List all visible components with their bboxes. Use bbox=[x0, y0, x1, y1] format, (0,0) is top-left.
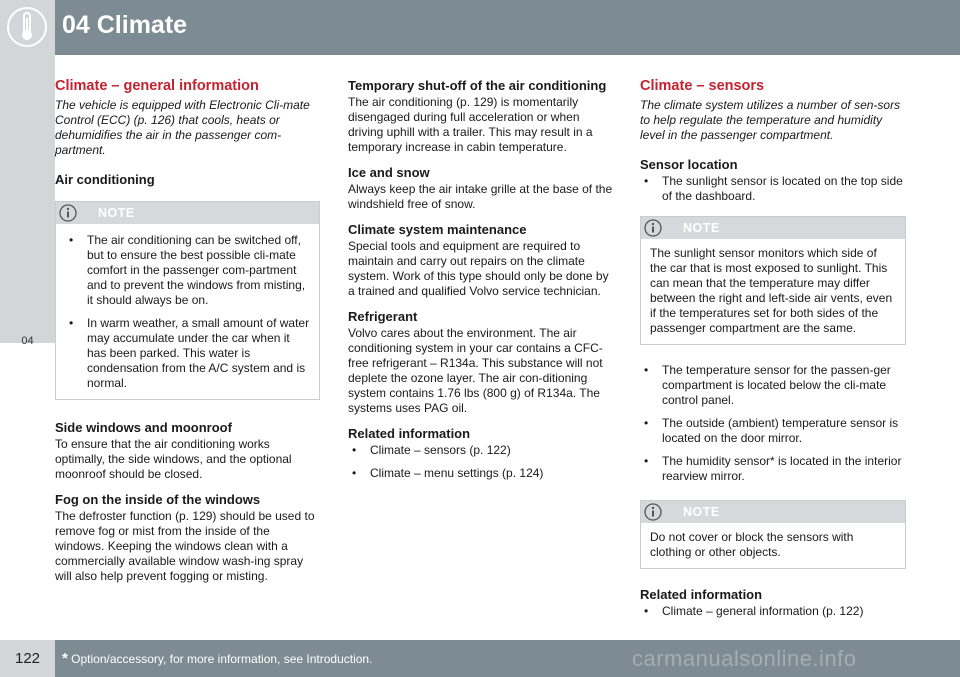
list-item: • The temperature sensor for the passen-ger compartment is located below the cli-mate control panel. bbox=[640, 363, 906, 408]
note-body bbox=[56, 224, 319, 399]
paragraph: The defroster function (p. 129) should be used to remove fog or mist from the inside of the windows. Keeping the windows clean with a commercially available window wash-ing spray will also help prevent fogging or misting. bbox=[55, 509, 315, 583]
note-header bbox=[56, 202, 319, 224]
chapter-tab-label: 04 bbox=[21, 335, 34, 347]
paragraph: Special tools and equipment are required to maintain and carry out repairs on the climate system. Work of this type should only be done by a trained and qualified Volvo service technician. bbox=[348, 239, 609, 298]
sensor-location-list bbox=[640, 174, 906, 204]
column-3 bbox=[640, 78, 906, 627]
footnote-star: * bbox=[62, 650, 68, 667]
section-intro: The climate system utilizes a number of sen-sors to help regulate the temperature and humidity level in the passenger compartment. bbox=[640, 98, 901, 142]
note-body bbox=[641, 523, 905, 568]
page-title: 04 Climate bbox=[62, 11, 188, 39]
footnote-text: Option/accessory, for more information, see Introduction. bbox=[67, 652, 373, 666]
column-2 bbox=[348, 78, 614, 489]
note-list bbox=[65, 231, 310, 391]
paragraph: Always keep the air intake grille at the base of the windshield free of snow. bbox=[348, 182, 613, 211]
section-intro: The vehicle is equipped with Electronic Cli-mate Control (ECC) (p. 126) that cools, heats or dehumidifies the air in the passenger com-partment. bbox=[55, 98, 310, 157]
subheading: Related information bbox=[348, 426, 471, 441]
related-list bbox=[640, 604, 906, 619]
related-link[interactable]: • Climate – general information (p. 122) bbox=[640, 604, 906, 619]
related-link[interactable]: • Climate – sensors (p. 122) bbox=[348, 443, 614, 458]
subheading: Temporary shut-off of the air conditioning bbox=[348, 78, 607, 93]
info-icon bbox=[644, 503, 662, 521]
page-number-box bbox=[0, 640, 55, 677]
subheading: Related information bbox=[640, 587, 763, 602]
note-body bbox=[641, 239, 905, 344]
list-item: • The sunlight sensor is located on the top side of the dashboard. bbox=[640, 174, 906, 204]
info-icon bbox=[644, 219, 662, 237]
related-list bbox=[348, 443, 614, 481]
page-header bbox=[0, 0, 960, 55]
subheading: Ice and snow bbox=[348, 165, 430, 180]
note-box bbox=[640, 500, 906, 569]
page-number: 122 bbox=[14, 650, 41, 667]
subheading: Refrigerant bbox=[348, 309, 418, 324]
thermometer-icon bbox=[0, 0, 55, 55]
footnote bbox=[62, 650, 372, 667]
paragraph: To ensure that the air conditioning works optimally, the side windows, and the optional moonroof should be closed. bbox=[55, 437, 292, 481]
note-box bbox=[55, 201, 320, 400]
list-item: • The air conditioning can be switched off, but to ensure the best possible cli-mate comfort in the passenger com-partment and to prevent the windows from misting, it should always be on. bbox=[65, 233, 310, 308]
chapter-tab bbox=[0, 55, 55, 347]
note-title: NOTE bbox=[683, 505, 720, 519]
list-item: • The humidity sensor* is located in the interior rearview mirror. bbox=[640, 454, 906, 484]
related-link[interactable]: • Climate – menu settings (p. 124) bbox=[348, 466, 614, 481]
subheading: Fog on the inside of the windows bbox=[55, 492, 261, 507]
paragraph: Volvo cares about the environment. The air conditioning system in your car contains a CFC-free refrigerant – R134a. This substance will not deplete the ozone layer. The air con-ditioning system contains 1.76 lbs (800 g) of R134a. The systems uses PAG oil. bbox=[348, 326, 603, 415]
note-title: NOTE bbox=[98, 206, 135, 220]
note-title: NOTE bbox=[683, 221, 720, 235]
list-item: • The outside (ambient) temperature sensor is located on the door mirror. bbox=[640, 416, 906, 446]
sensor-list bbox=[640, 363, 906, 484]
subheading: Sensor location bbox=[640, 157, 738, 172]
section-heading: Climate – sensors bbox=[640, 78, 765, 94]
section-heading: Climate – general information bbox=[55, 78, 259, 94]
subheading: Side windows and moonroof bbox=[55, 420, 232, 435]
list-item: • In warm weather, a small amount of water may accumulate under the car when it has been parked. This water is condensation from the A/C system and is normal. bbox=[65, 316, 310, 391]
subheading: Climate system maintenance bbox=[348, 222, 527, 237]
subheading: Air conditioning bbox=[55, 172, 155, 187]
paragraph: The air conditioning (p. 129) is momentarily disengaged during full acceleration or when driving uphill with a trailer. This may result in a temporary increase in cabin temperature. bbox=[348, 95, 593, 154]
note-header bbox=[641, 217, 905, 239]
note-header bbox=[641, 501, 905, 523]
paragraph: The sunlight sensor monitors which side of the car that is most exposed to sunlight. This can mean that the temperature may differ between the right and left-side air vents, even if the temperatures set for both sides of the passenger compartment are the same. bbox=[650, 246, 893, 335]
column-1 bbox=[55, 78, 320, 584]
watermark: carmanualsonline.info bbox=[632, 646, 857, 671]
note-box bbox=[640, 216, 906, 345]
info-icon bbox=[59, 204, 77, 222]
paragraph: Do not cover or block the sensors with clothing or other objects. bbox=[650, 530, 854, 559]
